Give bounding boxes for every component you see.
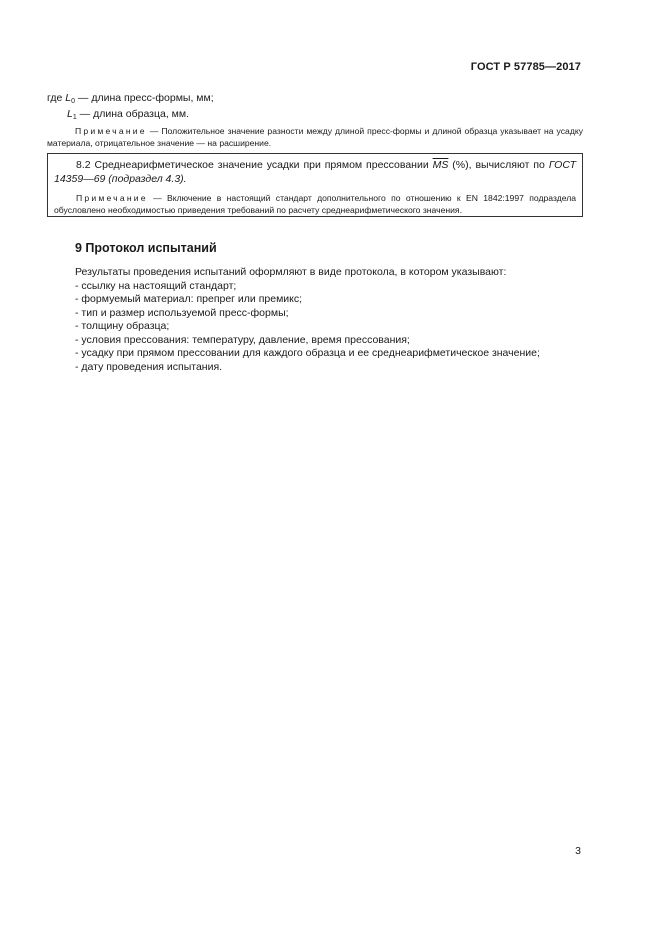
note-text: — Включение в настоящий стандарт дополнительного по отношению к EN 1842:1997 подраздела обусловлено необходимостью приведения требований по расчету среднеарифметического значения. bbox=[54, 193, 576, 215]
clause-8-2-prefix: 8.2 Среднеарифметическое значение усадки при прямом прессовании bbox=[76, 159, 433, 171]
gost-reference: ГОСТ 14359—69 (подраздел 4.3). bbox=[54, 159, 576, 185]
list-item: - ссылку на настоящий стандарт; bbox=[75, 279, 237, 292]
clause-8-2-mid: (%), вычисляют по bbox=[448, 159, 549, 171]
variable-definitions bbox=[47, 92, 214, 124]
note-inclusion bbox=[54, 192, 576, 216]
l0-description: — длина пресс-формы, мм; bbox=[75, 92, 214, 104]
where-prefix: где bbox=[47, 92, 66, 104]
l0-subscript: 0 bbox=[71, 98, 75, 105]
document-code-header: ГОСТ Р 57785—2017 bbox=[470, 61, 581, 73]
definition-l0 bbox=[47, 92, 214, 108]
section-title: 9 Протокол испытаний bbox=[75, 241, 217, 255]
l1-subscript: 1 bbox=[72, 114, 77, 121]
note-label: Примечание bbox=[76, 193, 148, 203]
note-label: Примечание bbox=[75, 126, 147, 136]
note-text: — Положительное значение разности между длиной пресс-формы и длиной образца указывает на усадку материала, отрицательное значение — на расширение. bbox=[47, 126, 583, 148]
definition-l1 bbox=[47, 108, 214, 124]
list-item: - дату проведения испытания. bbox=[75, 360, 223, 373]
list-item: - условия прессования: температуру, давление, время прессования; bbox=[75, 333, 410, 346]
clause-8-2 bbox=[54, 158, 576, 186]
page-number: 3 bbox=[575, 845, 581, 857]
protocol-content bbox=[75, 266, 585, 374]
list-item: - усадку при прямом прессовании для каждого образца и ее среднеарифметическое значение; bbox=[75, 347, 540, 359]
l1-symbol: L bbox=[67, 108, 73, 120]
list-item: - формуемый материал: препрег или премикс; bbox=[75, 293, 303, 305]
note-sign-of-difference bbox=[47, 125, 583, 149]
protocol-list bbox=[75, 280, 585, 375]
ms-symbol: $\overline{MS}$ bbox=[432, 159, 449, 171]
l1-description: — длина образца, мм. bbox=[76, 108, 190, 120]
framed-insertion-8-2 bbox=[47, 153, 583, 217]
protocol-intro: Результаты проведения испытаний оформляют в виде протокола, в котором указывают: bbox=[75, 266, 507, 278]
list-item: - толщину образца; bbox=[75, 320, 170, 332]
list-item: - тип и размер используемой пресс-формы; bbox=[75, 306, 289, 319]
l0-symbol: L bbox=[65, 92, 72, 104]
